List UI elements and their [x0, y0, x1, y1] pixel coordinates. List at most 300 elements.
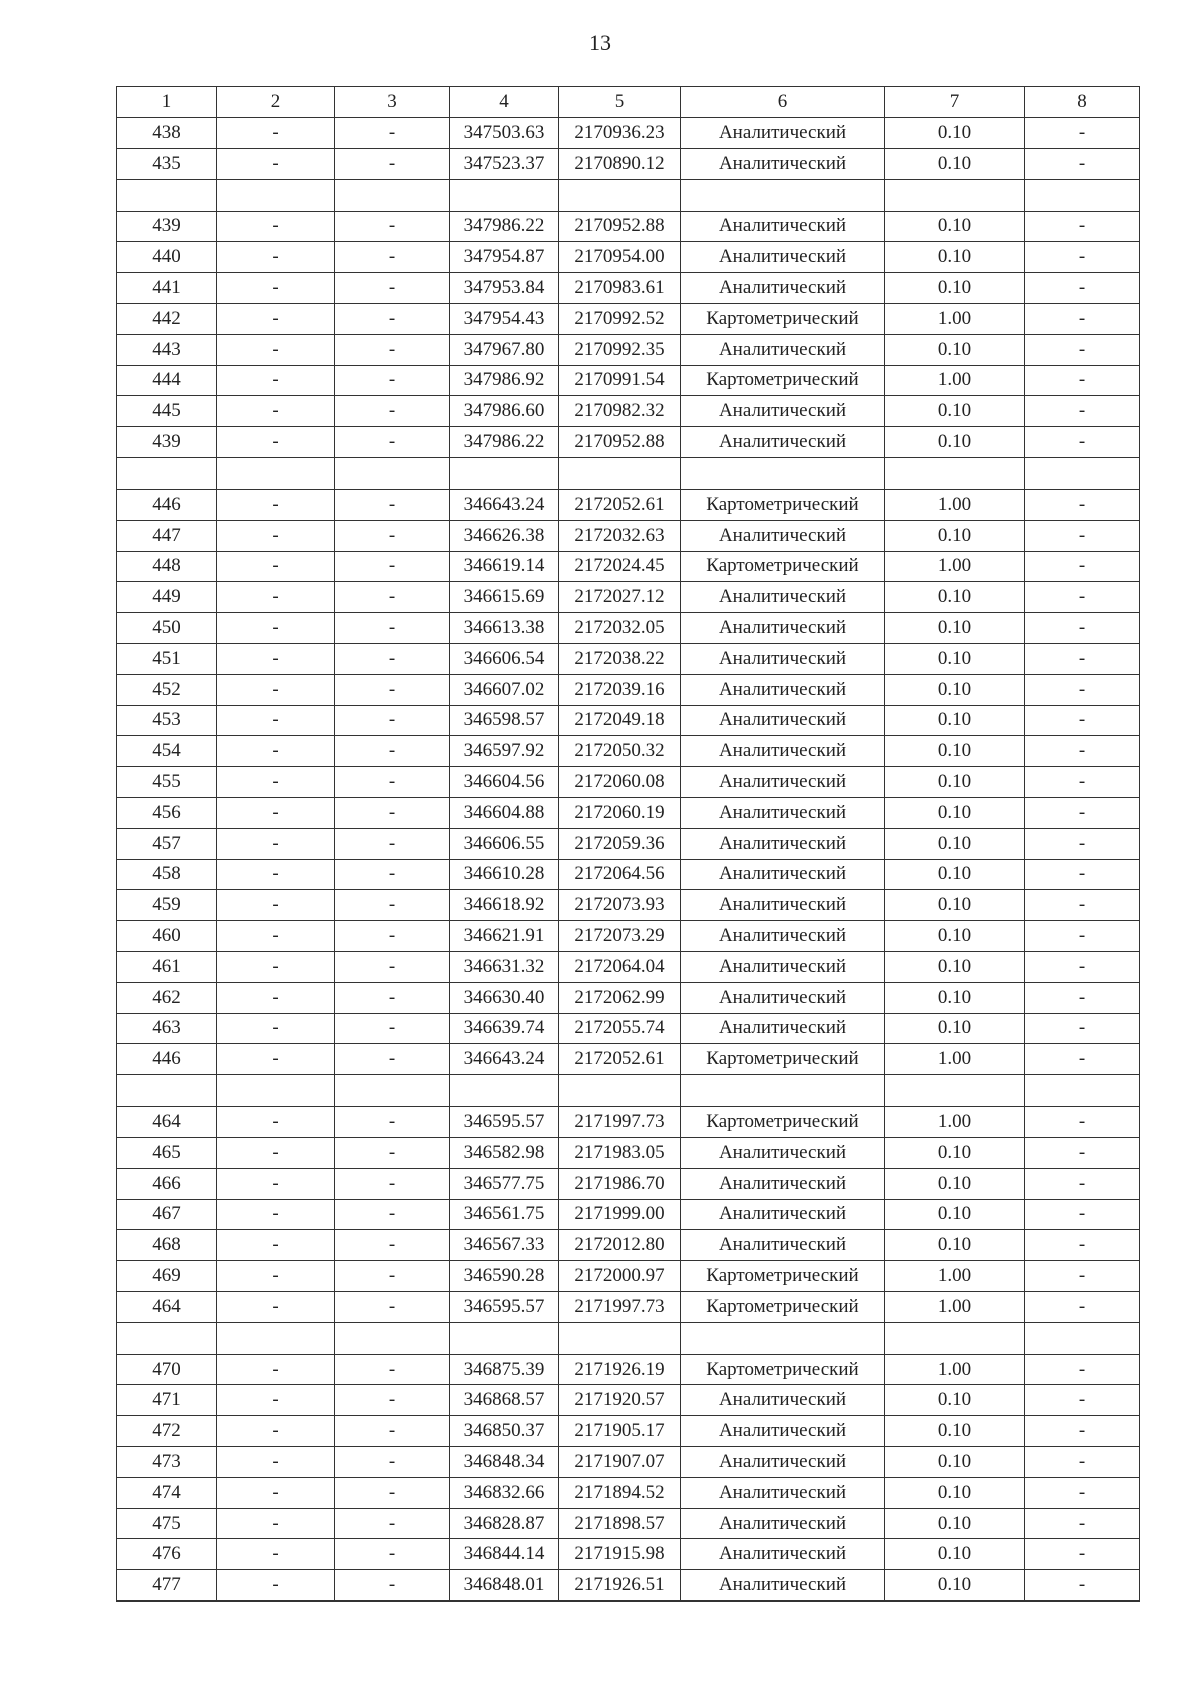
table-cell: - [1025, 427, 1140, 458]
table-cell [217, 179, 335, 211]
table-cell: - [335, 674, 450, 705]
table-cell [450, 457, 559, 489]
table-row [117, 705, 1140, 736]
table-cell: 438 [117, 118, 217, 149]
table-cell [450, 1322, 559, 1354]
table-cell: 346595.57 [450, 1107, 559, 1138]
table-cell: 2171905.17 [559, 1416, 681, 1447]
table-cell: - [335, 1199, 450, 1230]
table-cell: 1.00 [885, 1107, 1025, 1138]
table-cell: - [1025, 828, 1140, 859]
table-cell: Аналитический [681, 767, 885, 798]
table-cell: 449 [117, 582, 217, 613]
table-cell: - [1025, 982, 1140, 1013]
table-cell: Картометрический [681, 303, 885, 334]
table-cell: 346610.28 [450, 859, 559, 890]
table-cell: 346832.66 [450, 1477, 559, 1508]
table-cell [335, 457, 450, 489]
table-cell: - [1025, 1168, 1140, 1199]
table-cell [885, 1322, 1025, 1354]
table-cell: 464 [117, 1291, 217, 1322]
table-cell: 0.10 [885, 1447, 1025, 1478]
table-cell: 466 [117, 1168, 217, 1199]
table-cell: - [217, 1385, 335, 1416]
table-row [117, 520, 1140, 551]
table-body [117, 118, 1140, 1602]
table-cell: - [335, 211, 450, 242]
table-cell: - [217, 1230, 335, 1261]
table-row [117, 1570, 1140, 1601]
table-cell: Аналитический [681, 1013, 885, 1044]
table-cell: Аналитический [681, 334, 885, 365]
table-cell: 346631.32 [450, 951, 559, 982]
table-cell: - [217, 1354, 335, 1385]
table-cell: 2172064.04 [559, 951, 681, 982]
table-row [117, 890, 1140, 921]
table-cell: 2172060.08 [559, 767, 681, 798]
table-cell: - [335, 828, 450, 859]
table-cell: - [335, 396, 450, 427]
column-header-6: 6 [681, 87, 885, 118]
table-cell: 476 [117, 1539, 217, 1570]
table-cell: 347503.63 [450, 118, 559, 149]
table-row [117, 767, 1140, 798]
table-cell: 2172064.56 [559, 859, 681, 890]
table-cell: Аналитический [681, 951, 885, 982]
table-cell: - [1025, 921, 1140, 952]
table-cell: 346844.14 [450, 1539, 559, 1570]
table-cell: 346577.75 [450, 1168, 559, 1199]
table-cell: - [217, 582, 335, 613]
table-cell [681, 1322, 885, 1354]
table-cell: 346850.37 [450, 1416, 559, 1447]
table-cell [217, 1075, 335, 1107]
table-cell: 347986.60 [450, 396, 559, 427]
table-cell: 2170992.52 [559, 303, 681, 334]
table-cell: - [1025, 1291, 1140, 1322]
table-cell: 2170952.88 [559, 211, 681, 242]
table-cell: Аналитический [681, 643, 885, 674]
table-cell: - [1025, 1199, 1140, 1230]
table-cell: - [217, 951, 335, 982]
table-cell: - [335, 551, 450, 582]
table-cell: 346621.91 [450, 921, 559, 952]
table-cell: - [1025, 148, 1140, 179]
table-row [117, 736, 1140, 767]
table-cell: - [217, 118, 335, 149]
table-cell: - [335, 1107, 450, 1138]
table-cell: - [335, 1447, 450, 1478]
table-cell: 440 [117, 242, 217, 273]
table-cell: 0.10 [885, 1199, 1025, 1230]
table-row [117, 118, 1140, 149]
table-row [117, 1261, 1140, 1292]
table-cell: 446 [117, 1044, 217, 1075]
table-cell: 2170983.61 [559, 273, 681, 304]
table-cell: 0.10 [885, 1230, 1025, 1261]
table-cell: 470 [117, 1354, 217, 1385]
table-cell: - [217, 520, 335, 551]
table-cell: 464 [117, 1107, 217, 1138]
table-cell [335, 179, 450, 211]
table-cell: Аналитический [681, 582, 885, 613]
table-cell: - [335, 1539, 450, 1570]
table-cell: 2172052.61 [559, 1044, 681, 1075]
table-cell: 347954.87 [450, 242, 559, 273]
table-cell: 451 [117, 643, 217, 674]
table-cell: - [217, 1570, 335, 1601]
table-cell: - [217, 674, 335, 705]
table-cell: 346604.88 [450, 797, 559, 828]
table-row [117, 1107, 1140, 1138]
table-row [117, 1354, 1140, 1385]
table-cell: - [217, 365, 335, 396]
table-cell: 2172059.36 [559, 828, 681, 859]
table-cell: Картометрический [681, 489, 885, 520]
table-cell: 0.10 [885, 1539, 1025, 1570]
table-cell: 447 [117, 520, 217, 551]
table-cell [217, 457, 335, 489]
table-cell: 435 [117, 148, 217, 179]
table-cell: - [1025, 520, 1140, 551]
table-cell: - [217, 211, 335, 242]
table-cell: 2171983.05 [559, 1137, 681, 1168]
table-cell: - [217, 921, 335, 952]
table-cell: - [1025, 582, 1140, 613]
table-cell: Аналитический [681, 1230, 885, 1261]
table-cell [885, 1075, 1025, 1107]
table-cell: 0.10 [885, 242, 1025, 273]
table-cell: - [217, 242, 335, 273]
table-cell: 444 [117, 365, 217, 396]
table-cell: 2171997.73 [559, 1291, 681, 1322]
table-cell: 346639.74 [450, 1013, 559, 1044]
table-row [117, 1385, 1140, 1416]
table-cell: 0.10 [885, 273, 1025, 304]
table-cell: 2170954.00 [559, 242, 681, 273]
table-cell: 465 [117, 1137, 217, 1168]
table-cell [559, 179, 681, 211]
table-cell: - [217, 489, 335, 520]
table-cell: Аналитический [681, 1508, 885, 1539]
table-cell: 2172052.61 [559, 489, 681, 520]
table-cell: 346613.38 [450, 613, 559, 644]
table-cell: - [217, 705, 335, 736]
table-cell: 346619.14 [450, 551, 559, 582]
table-cell: - [1025, 1137, 1140, 1168]
table-cell: 477 [117, 1570, 217, 1601]
table-cell: - [217, 613, 335, 644]
table-cell: - [335, 736, 450, 767]
table-row [117, 982, 1140, 1013]
table-cell: - [1025, 767, 1140, 798]
table-cell: Аналитический [681, 118, 885, 149]
table-cell: - [335, 489, 450, 520]
table-cell: 346630.40 [450, 982, 559, 1013]
table-cell: 462 [117, 982, 217, 1013]
table-cell [681, 457, 885, 489]
table-cell: 346595.57 [450, 1291, 559, 1322]
table-cell: 346868.57 [450, 1385, 559, 1416]
table-cell: 0.10 [885, 890, 1025, 921]
table-cell: Аналитический [681, 828, 885, 859]
table-cell: Аналитический [681, 148, 885, 179]
table-cell: 346848.01 [450, 1570, 559, 1601]
table-cell: 2170992.35 [559, 334, 681, 365]
table-cell: - [1025, 1539, 1140, 1570]
table-cell: - [335, 273, 450, 304]
table-cell: 2170936.23 [559, 118, 681, 149]
table-cell: 443 [117, 334, 217, 365]
table-cell: - [335, 951, 450, 982]
table-cell: - [217, 643, 335, 674]
table-cell: - [217, 890, 335, 921]
table-cell: - [217, 303, 335, 334]
table-cell: 2172000.97 [559, 1261, 681, 1292]
table-cell: 475 [117, 1508, 217, 1539]
table-cell: - [335, 334, 450, 365]
table-cell: Аналитический [681, 1447, 885, 1478]
table-cell: - [335, 982, 450, 1013]
table-cell: - [217, 1013, 335, 1044]
table-cell [217, 1322, 335, 1354]
table-cell: - [217, 1137, 335, 1168]
table-cell [117, 1322, 217, 1354]
table-cell [117, 179, 217, 211]
table-cell: Аналитический [681, 890, 885, 921]
table-row [117, 1230, 1140, 1261]
table-cell: - [217, 1044, 335, 1075]
table-cell: - [217, 396, 335, 427]
table-cell: 457 [117, 828, 217, 859]
table-cell: Аналитический [681, 427, 885, 458]
table-cell: 0.10 [885, 736, 1025, 767]
table-cell: - [335, 1416, 450, 1447]
table-cell: - [1025, 118, 1140, 149]
table-row [117, 1539, 1140, 1570]
table-row [117, 643, 1140, 674]
table-cell: 0.10 [885, 1385, 1025, 1416]
table-cell: 2172027.12 [559, 582, 681, 613]
table-cell: 467 [117, 1199, 217, 1230]
table-cell [335, 1075, 450, 1107]
table-cell: 347967.80 [450, 334, 559, 365]
table-row [117, 1291, 1140, 1322]
table-cell: 468 [117, 1230, 217, 1261]
table-cell: 1.00 [885, 1044, 1025, 1075]
table-cell: - [335, 890, 450, 921]
table-cell: 2172062.99 [559, 982, 681, 1013]
table-cell: 471 [117, 1385, 217, 1416]
column-header-4: 4 [450, 87, 559, 118]
table-cell: - [1025, 1385, 1140, 1416]
table-cell: 347986.92 [450, 365, 559, 396]
table-cell: - [217, 828, 335, 859]
table-cell: 0.10 [885, 643, 1025, 674]
table-row [117, 828, 1140, 859]
separator-row [117, 1075, 1140, 1107]
table-cell: 346626.38 [450, 520, 559, 551]
table-cell: - [1025, 273, 1140, 304]
table-cell: 1.00 [885, 365, 1025, 396]
table-row [117, 211, 1140, 242]
table-cell: 0.10 [885, 1168, 1025, 1199]
table-cell: 458 [117, 859, 217, 890]
column-header-2: 2 [217, 87, 335, 118]
table-cell: 0.10 [885, 951, 1025, 982]
table-cell: 0.10 [885, 1508, 1025, 1539]
table-row [117, 334, 1140, 365]
table-cell: 346606.54 [450, 643, 559, 674]
table-cell: Аналитический [681, 1199, 885, 1230]
table-cell: 469 [117, 1261, 217, 1292]
table-cell: 0.10 [885, 427, 1025, 458]
table-cell: - [335, 1354, 450, 1385]
table-cell: - [217, 148, 335, 179]
table-cell: Картометрический [681, 1291, 885, 1322]
table-row [117, 859, 1140, 890]
table-cell: - [217, 273, 335, 304]
table-cell: - [1025, 489, 1140, 520]
table-cell: - [335, 582, 450, 613]
table-cell: - [1025, 1447, 1140, 1478]
table-cell: 347953.84 [450, 273, 559, 304]
table-cell: 346607.02 [450, 674, 559, 705]
table-row [117, 489, 1140, 520]
table-cell [450, 1075, 559, 1107]
table-cell: 2172050.32 [559, 736, 681, 767]
table-cell: 460 [117, 921, 217, 952]
table-cell: - [1025, 890, 1140, 921]
table-cell: 0.10 [885, 520, 1025, 551]
table-cell: Аналитический [681, 797, 885, 828]
table-cell: - [1025, 1477, 1140, 1508]
table-cell: - [335, 767, 450, 798]
table-row [117, 1168, 1140, 1199]
table-cell: 0.10 [885, 797, 1025, 828]
column-header-5: 5 [559, 87, 681, 118]
table-cell: - [1025, 551, 1140, 582]
table-cell: 0.10 [885, 1013, 1025, 1044]
table-cell: 445 [117, 396, 217, 427]
table-cell: - [335, 643, 450, 674]
table-cell: - [1025, 242, 1140, 273]
table-cell: 439 [117, 427, 217, 458]
table-header [117, 87, 1140, 118]
table-cell: Картометрический [681, 1261, 885, 1292]
table-cell: 1.00 [885, 303, 1025, 334]
table-cell: 1.00 [885, 551, 1025, 582]
table-cell: - [1025, 365, 1140, 396]
table-cell: - [335, 1044, 450, 1075]
table-cell: 0.10 [885, 921, 1025, 952]
table-cell: 346561.75 [450, 1199, 559, 1230]
table-cell: - [1025, 1013, 1140, 1044]
table-cell: - [1025, 643, 1140, 674]
table-cell: - [335, 1168, 450, 1199]
table-cell: 346643.24 [450, 1044, 559, 1075]
table-cell: - [1025, 1508, 1140, 1539]
table-cell: 474 [117, 1477, 217, 1508]
table-cell [1025, 1322, 1140, 1354]
table-cell: Аналитический [681, 1539, 885, 1570]
table-cell: - [335, 1508, 450, 1539]
table-cell: 0.10 [885, 1570, 1025, 1601]
table-cell: Аналитический [681, 982, 885, 1013]
table-row [117, 273, 1140, 304]
table-cell: Картометрический [681, 551, 885, 582]
table-cell: 346828.87 [450, 1508, 559, 1539]
table-cell: 0.10 [885, 767, 1025, 798]
table-cell: 0.10 [885, 1416, 1025, 1447]
table-cell: 0.10 [885, 582, 1025, 613]
table-row [117, 365, 1140, 396]
table-cell: 2172073.29 [559, 921, 681, 952]
table-cell: 2172012.80 [559, 1230, 681, 1261]
table-row [117, 951, 1140, 982]
table-cell: 2172024.45 [559, 551, 681, 582]
table-cell: - [335, 1137, 450, 1168]
table-cell: Картометрический [681, 1354, 885, 1385]
table-cell: 0.10 [885, 705, 1025, 736]
table-cell: - [335, 859, 450, 890]
table-cell: 441 [117, 273, 217, 304]
separator-row [117, 1322, 1140, 1354]
table-cell: 2171915.98 [559, 1539, 681, 1570]
table-cell: 0.10 [885, 828, 1025, 859]
table-cell: - [335, 303, 450, 334]
table-row [117, 1447, 1140, 1478]
table-cell: 346597.92 [450, 736, 559, 767]
table-cell: 0.10 [885, 674, 1025, 705]
table-cell: - [1025, 736, 1140, 767]
table-cell: 2172060.19 [559, 797, 681, 828]
table-cell: 346590.28 [450, 1261, 559, 1292]
table-cell: - [1025, 705, 1140, 736]
table-row [117, 551, 1140, 582]
table-cell: 461 [117, 951, 217, 982]
table-cell: 346598.57 [450, 705, 559, 736]
table-cell: 472 [117, 1416, 217, 1447]
table-cell: - [217, 1416, 335, 1447]
table-cell: - [1025, 1354, 1140, 1385]
table-cell: Аналитический [681, 1477, 885, 1508]
table-cell: 0.10 [885, 396, 1025, 427]
table-cell [681, 179, 885, 211]
table-cell: 459 [117, 890, 217, 921]
table-cell: 463 [117, 1013, 217, 1044]
table-cell: - [1025, 859, 1140, 890]
table-cell: - [1025, 674, 1140, 705]
table-cell: 450 [117, 613, 217, 644]
table-cell: - [217, 1168, 335, 1199]
table-cell: 2172049.18 [559, 705, 681, 736]
table-cell: Картометрический [681, 365, 885, 396]
column-header-1: 1 [117, 87, 217, 118]
table-cell [335, 1322, 450, 1354]
table-cell: - [1025, 334, 1140, 365]
table-cell: 346618.92 [450, 890, 559, 921]
table-cell: 346582.98 [450, 1137, 559, 1168]
table-cell: Аналитический [681, 273, 885, 304]
table-cell: 2170982.32 [559, 396, 681, 427]
table-cell: 2172055.74 [559, 1013, 681, 1044]
table-cell: - [335, 1385, 450, 1416]
table-cell: - [1025, 1416, 1140, 1447]
table-cell: 0.10 [885, 211, 1025, 242]
table-cell: - [335, 1570, 450, 1601]
table-cell: - [217, 797, 335, 828]
